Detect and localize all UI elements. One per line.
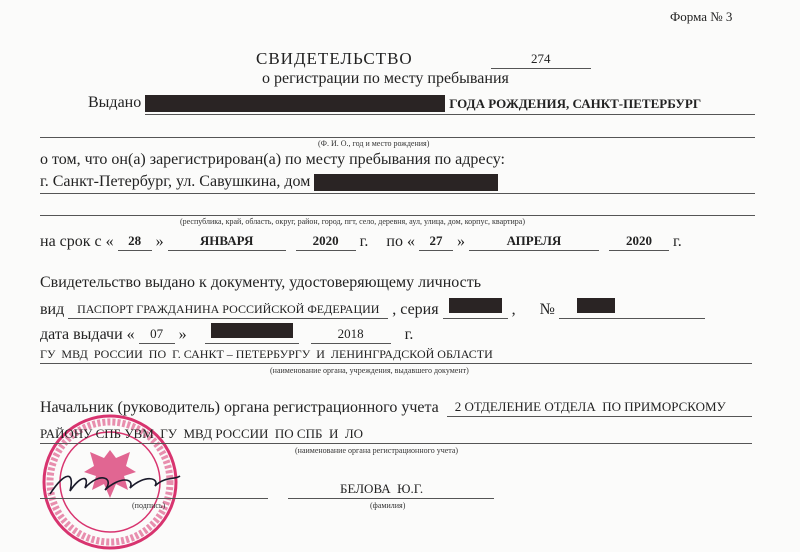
authority-name-1: 2 ОТДЕЛЕНИЕ ОТДЕЛА ПО ПРИМОРСКОМУ — [447, 400, 752, 416]
document-subtitle: о регистрации по месту пребывания — [262, 70, 509, 87]
issue-year: 2018 — [311, 327, 391, 343]
term-to-month: АПРЕЛЯ — [469, 234, 599, 250]
registered-text: о том, что он(а) зарегистрирован(а) по месту пребывания по адресу: — [40, 151, 505, 168]
doc-issuer: ГУ МВД РОССИИ ПО Г. САНКТ – ПЕТЕРБУРГУ И ЛЕНИНГРАДСКОЙ ОБЛАСТИ — [40, 347, 493, 361]
term-to-day: 27 — [419, 234, 453, 250]
address: г. Санкт-Петербург, ул. Савушкина, дом — [40, 173, 311, 190]
underline — [40, 443, 752, 444]
authority-name-2: РАЙОНУ СПБ УВМ ГУ МВД РОССИИ ПО СПБ И ЛО — [40, 426, 364, 441]
caption-fio: (Ф. И. О., год и место рождения) — [318, 139, 430, 148]
redacted-issue-month — [211, 323, 293, 338]
year-abbr: г. — [404, 326, 414, 343]
official-surname: БЕЛОВА Ю.Г. — [340, 481, 424, 496]
quote: « — [105, 233, 114, 250]
doc-type-label: вид — [40, 301, 65, 318]
signature-line — [40, 498, 268, 499]
certificate-number: 274 — [491, 52, 591, 68]
caption-signature: (подпись) — [132, 501, 166, 510]
address-underline — [40, 193, 755, 194]
term-from-year: 2020 — [296, 234, 356, 250]
document-intro: Свидетельство выдано к документу, удостоверяющему личность — [40, 274, 482, 291]
comma: , — [511, 301, 516, 318]
number-label: № — [539, 301, 555, 318]
term-from-month: ЯНВАРЯ — [168, 234, 286, 250]
term-from-day: 28 — [118, 234, 152, 250]
issued-to-underline — [145, 114, 755, 115]
term-to-label: по « — [386, 233, 415, 250]
redacted-series — [449, 298, 502, 313]
year-abbr: г. — [672, 233, 682, 250]
caption-surname: (фамилия) — [370, 501, 406, 510]
quote: » — [155, 233, 164, 250]
caption-address: (республика, край, область, округ, район, город, пгт, село, деревня, аул, улица, дом, корпус, квартира) — [180, 217, 526, 226]
authority-label: Начальник (руководитель) органа регистрационного учета — [40, 399, 439, 416]
eagle-emblem-icon — [84, 450, 136, 498]
signature — [45, 466, 185, 501]
issue-date-label: дата выдачи « — [40, 326, 135, 343]
redacted-number — [577, 298, 615, 313]
redacted-name — [145, 95, 445, 112]
quote: » — [178, 326, 187, 343]
quote: » — [456, 233, 465, 250]
caption-issuer: (наименование органа, учреждения, выдавшего документ) — [270, 366, 469, 375]
issued-to-suffix: ГОДА РОЖДЕНИЯ, САНКТ-ПЕТЕРБУРГ — [449, 96, 702, 112]
fio-underline — [40, 137, 755, 138]
form-number: Форма № 3 — [670, 9, 733, 24]
surname-line — [288, 498, 494, 499]
term-to-year: 2020 — [609, 234, 669, 250]
series-label: , серия — [392, 301, 439, 318]
term-label: на срок с — [40, 233, 102, 250]
year-abbr: г. — [359, 233, 369, 250]
caption-authority: (наименование органа регистрационного учета) — [295, 446, 459, 455]
issued-to-label: Выдано — [88, 94, 142, 111]
document-title: СВИДЕТЕЛЬСТВО — [256, 49, 413, 68]
doc-type: ПАСПОРТ ГРАЖДАНИНА РОССИЙСКОЙ ФЕДЕРАЦИИ — [68, 303, 388, 318]
issue-day: 07 — [139, 327, 175, 343]
address-underline-2 — [40, 215, 755, 216]
underline — [40, 363, 752, 364]
redacted-address — [314, 174, 498, 191]
